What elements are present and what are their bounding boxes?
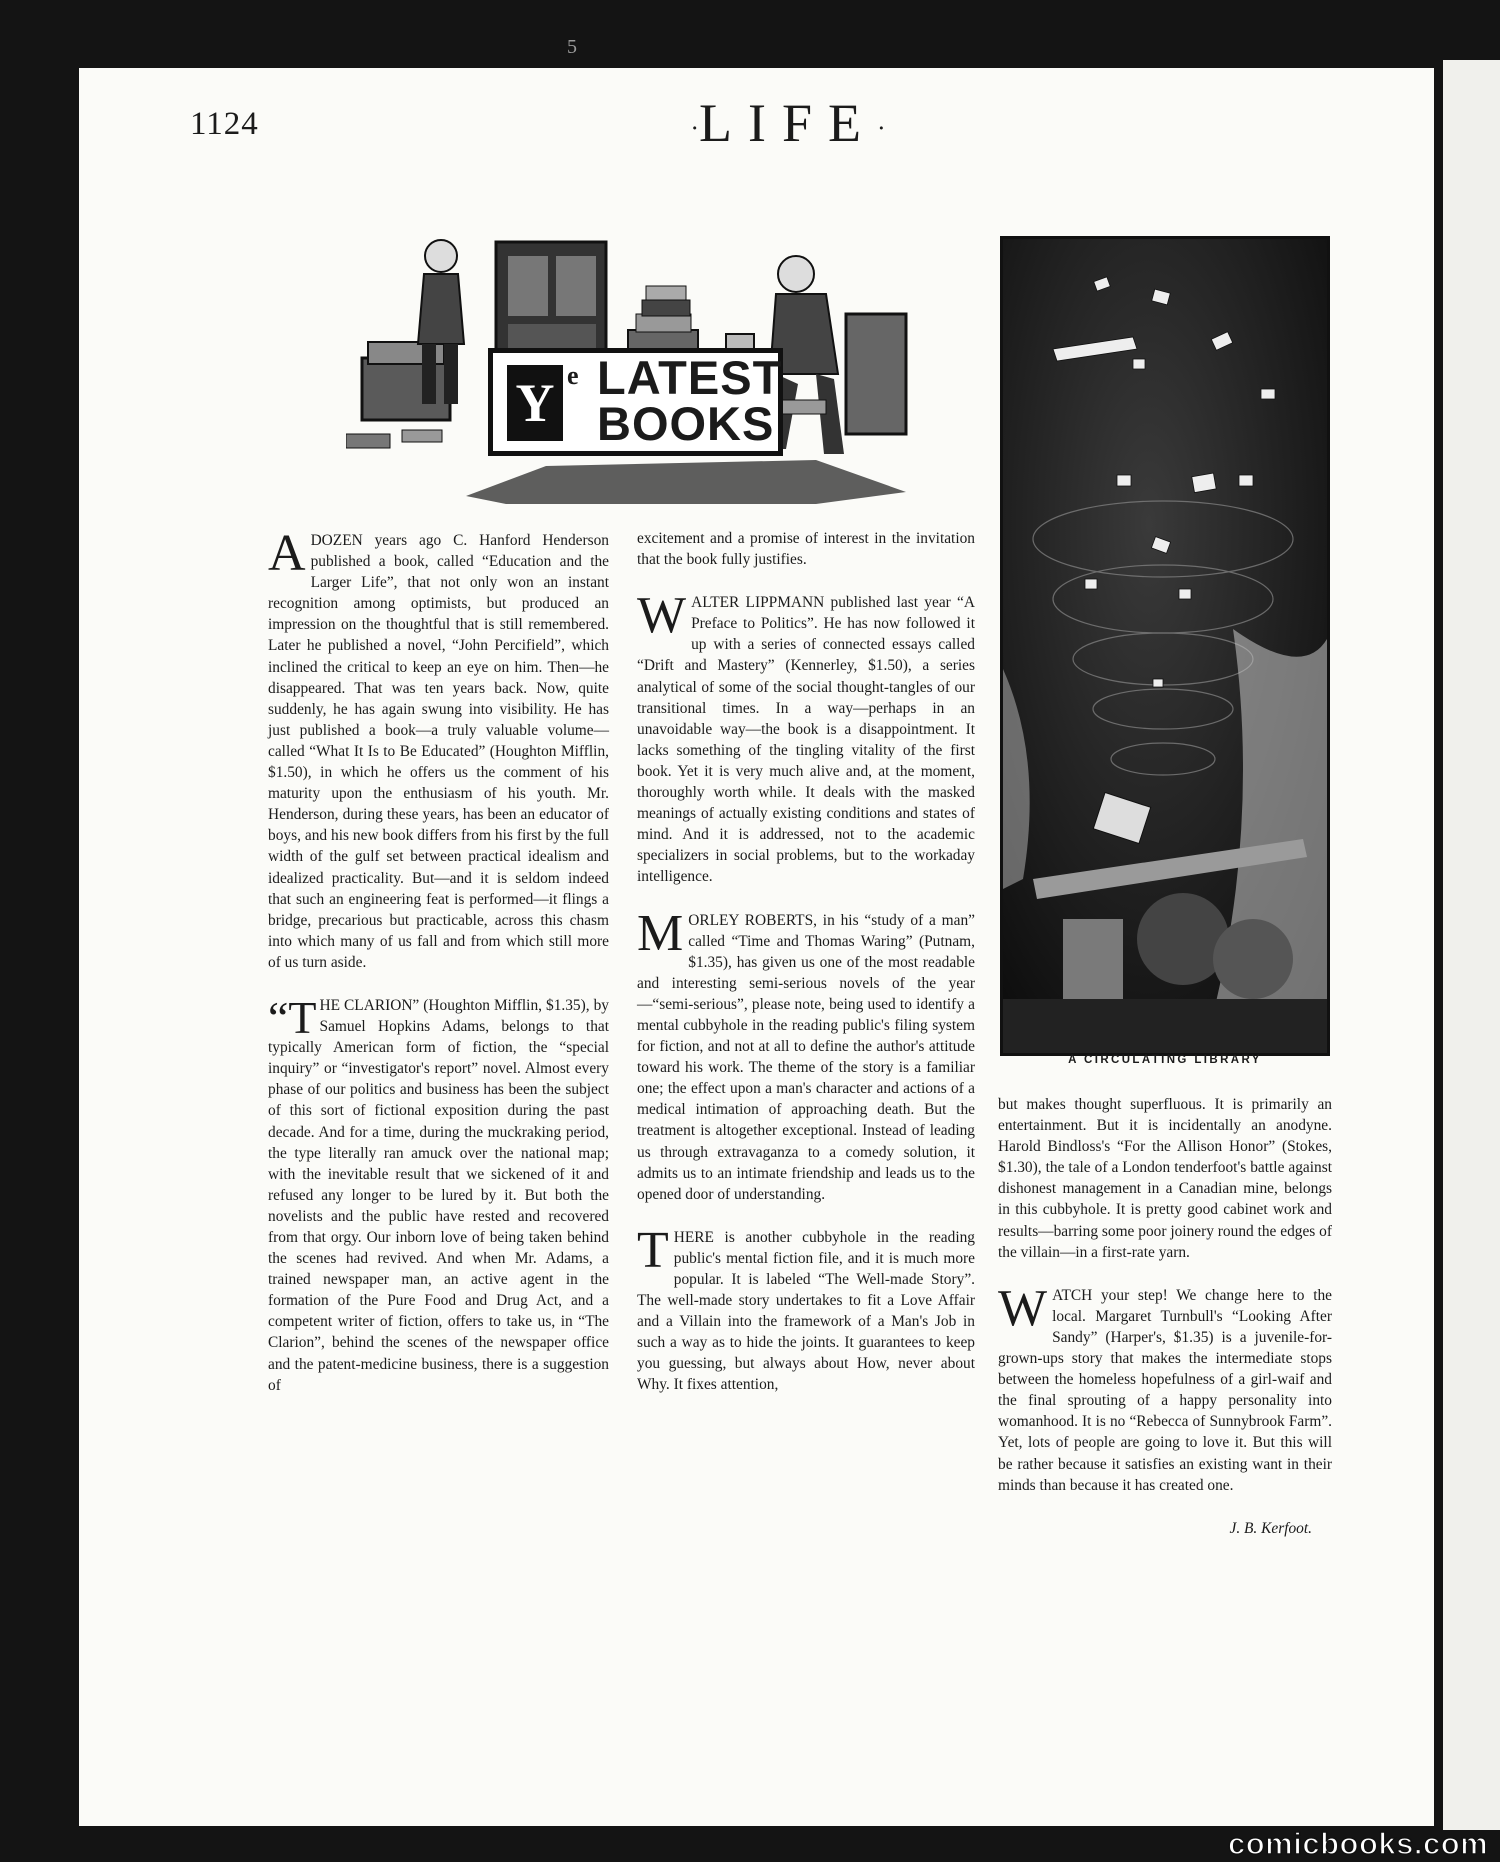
author-signature: J. B. Kerfoot. — [1229, 1519, 1312, 1537]
paragraph-henderson — [268, 525, 609, 973]
paragraph-text: but makes thought superfluous. It is primarily an entertainment. But it is incidentally an anodyne. Harold Bindloss's “For the Allison Honor” (Stokes, $1.30), the tale of a London tenderfoot's battle against dishonest management in a Canadian mine, belongs in this cubbyhole. It is pretty good cabinet work and results—barring some poor joinery round the edges of the villain—in a first-rate yarn. — [998, 1096, 1332, 1261]
plate-caption: A CIRCULATING LIBRARY — [1068, 1054, 1262, 1066]
paragraph-bindloss — [998, 1094, 1332, 1263]
ye-initial: Y — [507, 365, 563, 441]
article-column-1 — [268, 525, 609, 1418]
paragraph-text: HERE is another cubbyhole in the reading public's mental fiction file, and it is much more popular. It is labeled “The Well-made Story”. The well-made story undertakes to fit a Love Affair and a Villain into the framework of a Man's Job in such a way as to hide the joints. It guarantees to keep you guessing, but always about How, never about Why. It fixes attention, — [637, 1228, 975, 1394]
paragraph-turnbull — [998, 1279, 1332, 1496]
paragraph-well-made-story — [637, 1221, 975, 1396]
latest-books-title-box — [488, 348, 783, 456]
article-column-3 — [998, 1094, 1332, 1561]
ye-superscript: e — [567, 361, 579, 390]
paragraph-text: DOZEN years ago C. Hanford Henderson published a book, called “Education and the Larger Life”, that not only won an instant recognition among optimists, but produced an impression on the thoughtful that is still remembered. Later he published a novel, “John Percifield”, which inclined the critical to keep an eye on him. Then—he disappeared. That was ten years back. Now, quite suddenly, he has again swung into visibility. He has just published a book—a truly valuable volume—called “What It Is to Be Educated” (Houghton Mifflin, $1.50), in which he offers us the comment of his maturity upon the enthusiasm of his youth. Mr. Henderson, during these years, has been an educator of boys, and his new book differs from his first by the full width of the gulf set between practical idealism and idealized practicality. But—and it is seldom indeed that such an engineering feat is performed—it flings a bridge, precarious but practicable, across this chasm into which many of us fall and from which still more of us turn aside. — [268, 532, 609, 971]
drop-cap: “T — [268, 991, 317, 1043]
drop-cap: W — [637, 587, 687, 645]
facing-page-edge — [1440, 60, 1500, 1830]
article-column-2 — [637, 528, 975, 1418]
banner-title — [597, 351, 783, 450]
paragraph-text: excitement and a promise of interest in the invitation that the book fully justifies. — [637, 530, 975, 569]
drop-cap: W — [998, 1279, 1048, 1337]
paragraph-roberts — [637, 904, 975, 1205]
banner-title-line1: LATEST — [597, 351, 783, 404]
drop-cap: T — [637, 1221, 669, 1279]
page-top-mark: 5 — [567, 36, 577, 58]
drop-cap: M — [637, 904, 684, 962]
paragraph-text: ORLEY ROBERTS, in his “study of a man” called “Time and Thomas Waring” (Putnam, $1.35), has given us one of the most readable and interesting semi-serious novels of the year—“semi-serious”, please note, being used to identify a mental cubbyhole in the reading public's filing system for fiction, and not at all to define the author's attitude toward his work. The theme of the story is a familiar one; the effect upon a man's character and actions of a medical intimation of approaching death. But the treatment is altogether exceptional. Instead of leading us through extravaganza to a comedy solution, it admits us to an intimate friendship and leads us to the opened door of understanding. — [637, 911, 975, 1203]
masthead: ·LIFE· — [690, 93, 886, 153]
paragraph-text: HE CLARION” (Houghton Mifflin, $1.35), by Samuel Hopkins Adams, belongs to that typically American form of fiction, the “special inquiry” or “investigator's report” novel. Almost every phase of our politics and business has been the subject of this sort of fictional exposition during the past decade. And for a time, during the muckraking period, the type literally ran amuck over the national map; with the inevitable result that we sickened of it and refused any longer to be lured by it. But both the novelists and the public have rested and recovered from that orgy. Our inborn love of being taken behind the scenes had revived. And when Mr. Adams, a trained newspaper man, an active agent in the formation of the Pure Food and Drug Act, and a competent writer of fiction, offers to take us, in “The Clarion”, behind the scenes of the newspaper office and the patent-medicine business, there is a suggestion of — [268, 996, 609, 1394]
drop-cap: A — [268, 525, 306, 582]
paragraph-text: ALTER LIPPMANN published last year “A Preface to Politics”. He has now followed it up with a series of connected essays called “Drift and Mastery” (Kennerley, $1.50), a series analytical of some of the social thought-tangles of our transitional times. In a way—perhaps in an unavoidable way—the book is a disappointment. It lacks something of the tingling vitality of the first book. Yet it is very much alive and, at the moment, thoroughly worth while. It deals with the masked meanings of actually existing conditions and states of mind. And it is addressed, not to the academic specializers in social problems, but to the workaday intelligence. — [637, 594, 975, 886]
circulating-library-illustration — [1000, 236, 1330, 1056]
paragraph-text: ATCH your step! We change here to the local. Margaret Turnbull's “Looking After Sandy” (Harper's, $1.35) is a juvenile-for-grown-ups story that makes the intermediate stops between the homeless hopefulness of a girl-waif and the final sprouting of a happy personality into womanhood. It is no “Rebecca of Sunnybrook Farm”. Yet, lots of people are going to love it. But this will be rather because it satisfies an existing want in their minds than because it has created one. — [998, 1286, 1332, 1494]
page-number: 1124 — [190, 106, 259, 142]
masthead-title: LIFE — [699, 93, 877, 153]
source-watermark: comicbooks.com — [1228, 1826, 1489, 1861]
paragraph-clarion-continued — [637, 528, 975, 570]
banner-title-line2: BOOKS — [597, 397, 775, 450]
paragraph-clarion — [268, 991, 609, 1396]
paragraph-lippmann — [637, 587, 975, 887]
